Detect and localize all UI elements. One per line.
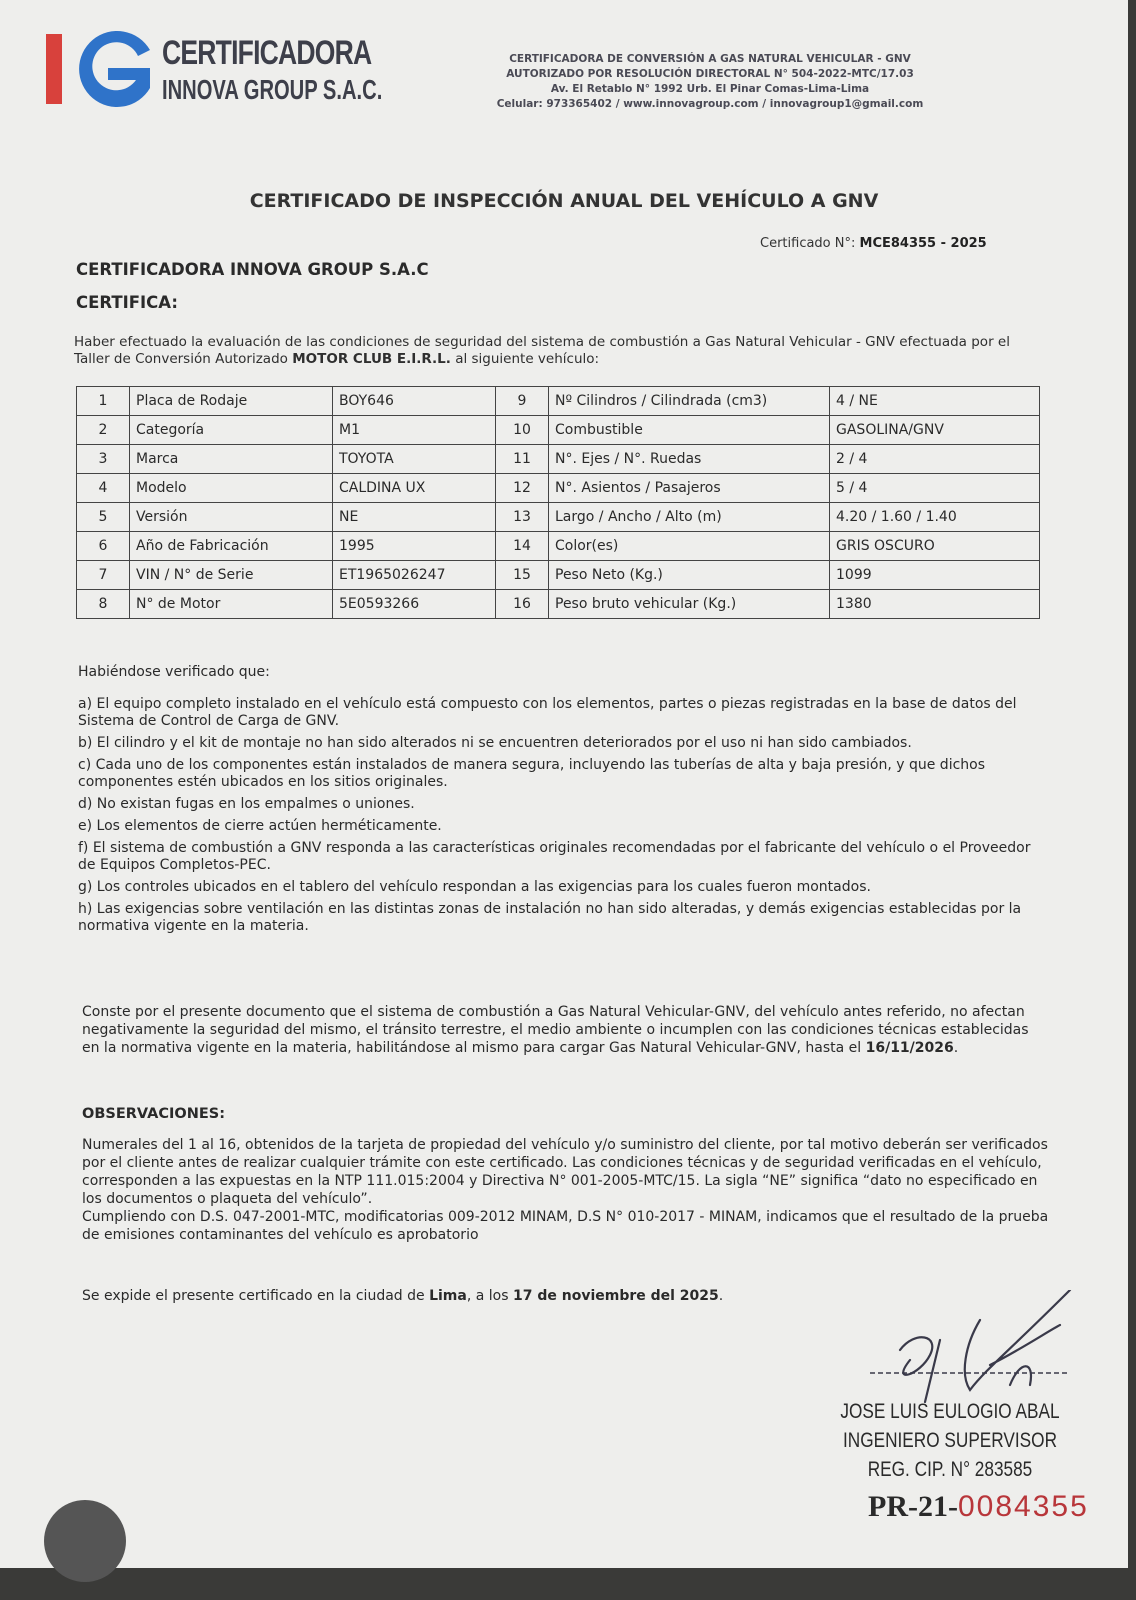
field-label: Nº Cilindros / Cilindrada (cm3)	[549, 387, 830, 416]
field-label: Combustible	[549, 416, 830, 445]
field-label: Peso Neto (Kg.)	[549, 561, 830, 590]
row-number: 1	[77, 387, 130, 416]
document-title: CERTIFICADO DE INSPECCIÓN ANUAL DEL VEHÍCULO A GNV	[249, 190, 879, 212]
list-item: c) Cada uno de los componentes están instalados de manera segura, incluyendo las tuberías de alta y baja presión, y que dichos componentes estén ubicados en los sitios originales.	[78, 757, 986, 790]
field-value: 5E0593266	[333, 590, 496, 619]
list-item: e) Los elementos de cierre actúen herméticamente.	[78, 818, 442, 834]
row-number: 12	[496, 474, 549, 503]
table-row	[77, 590, 1040, 619]
field-value: ET1965026247	[333, 561, 496, 590]
list-item: h) Las exigencias sobre ventilación en las distintas zonas de instalación no han sido alteradas, y demás exigencias establecidas por la normativa vigente en la materia.	[78, 901, 1022, 934]
field-value: BOY646	[333, 387, 496, 416]
field-label: Color(es)	[549, 532, 830, 561]
field-value: 4 / NE	[830, 387, 1040, 416]
vehicle-table	[76, 386, 1040, 619]
row-number: 10	[496, 416, 549, 445]
field-value: CALDINA UX	[333, 474, 496, 503]
conste-end: .	[953, 1040, 959, 1056]
serial-number	[868, 1490, 1089, 1524]
field-value: 2 / 4	[830, 445, 1040, 474]
issued-date: 17 de noviembre del 2025	[512, 1288, 719, 1304]
intro-text: Haber efectuado la evaluación de las condiciones de seguridad del sistema de combustión a Gas Natural Vehicular - GNV efectuada por el Taller de Conversión Autorizado	[74, 334, 1010, 367]
field-label: Versión	[130, 503, 333, 532]
field-label: N°. Ejes / N°. Ruedas	[549, 445, 830, 474]
field-label: VIN / N° de Serie	[130, 561, 333, 590]
field-value: 1380	[830, 590, 1040, 619]
row-number: 2	[77, 416, 130, 445]
table-row	[77, 532, 1040, 561]
header-info-line: Celular: 973365402 / www.innovagroup.com / innovagroup1@gmail.com	[496, 98, 924, 110]
signer-block	[800, 1397, 1100, 1484]
signer-registration: REG. CIP. N° 283585	[867, 1458, 1033, 1481]
issued-prefix: Se expide el presente certificado en la ciudad de	[82, 1288, 425, 1304]
table-row	[77, 387, 1040, 416]
row-number: 13	[496, 503, 549, 532]
row-number: 3	[77, 445, 130, 474]
field-label: N°. Asientos / Pasajeros	[549, 474, 830, 503]
ig-logo-icon	[44, 30, 156, 110]
table-row	[77, 445, 1040, 474]
row-number: 6	[77, 532, 130, 561]
serial-prefix: PR-21-	[868, 1490, 958, 1523]
field-value: 1995	[333, 532, 496, 561]
certificate-number-label: Certificado N°:	[760, 236, 856, 251]
field-value: 1099	[830, 561, 1040, 590]
workshop-name: MOTOR CLUB E.I.R.L.	[292, 351, 451, 367]
conste-text: Conste por el presente documento que el sistema de combustión a Gas Natural Vehicular-GNV, del vehículo antes referido, no afectan negativamente la seguridad del mismo, el tránsito terrestre, el medio ambiente o incumplen con las condiciones técnicas establecidas en la normativa vigente en la materia, habilitándose al mismo para cargar Gas Natural Vehicular-GNV, hasta el	[82, 1004, 1029, 1056]
header-info-line: Av. El Retablo N° 1992 Urb. El Pinar Comas-Lima-Lima	[550, 83, 870, 95]
certificate-number	[760, 236, 987, 251]
issued-city: Lima	[429, 1288, 467, 1304]
row-number: 15	[496, 561, 549, 590]
header-info-line: AUTORIZADO POR RESOLUCIÓN DIRECTORAL N° 504-2022-MTC/17.03	[506, 68, 914, 80]
observations-heading: OBSERVACIONES:	[82, 1106, 225, 1122]
field-value: GRIS OSCURO	[830, 532, 1040, 561]
table-row	[77, 561, 1040, 590]
signer-name: JOSE LUIS EULOGIO ABAL	[840, 1400, 1060, 1423]
list-item: d) No existan fugas en los empalmes o uniones.	[78, 796, 415, 812]
issued-statement	[82, 1288, 723, 1304]
field-value: TOYOTA	[333, 445, 496, 474]
issued-end: .	[718, 1288, 724, 1304]
field-label: Peso bruto vehicular (Kg.)	[549, 590, 830, 619]
table-row	[77, 474, 1040, 503]
list-item: b) El cilindro y el kit de montaje no han sido alterados ni se encuentren deteriorados por el uso ni han sido cambiados.	[78, 735, 912, 751]
field-label: N° de Motor	[130, 590, 333, 619]
observations	[82, 1136, 1052, 1244]
field-label: Año de Fabricación	[130, 532, 333, 561]
row-number: 7	[77, 561, 130, 590]
table-row	[77, 416, 1040, 445]
row-number: 11	[496, 445, 549, 474]
certifica-heading: CERTIFICA:	[76, 293, 178, 312]
field-label: Modelo	[130, 474, 333, 503]
header-info-line: CERTIFICADORA DE CONVERSIÓN A GAS NATURAL VEHICULAR - GNV	[509, 53, 911, 65]
row-number: 14	[496, 532, 549, 561]
logo-name-line1: CERTIFICADORA	[162, 34, 372, 72]
list-item: a) El equipo completo instalado en el vehículo está compuesto con los elementos, partes o piezas registradas en la base de datos del Sistema de Control de Carga de GNV.	[78, 696, 1017, 729]
conste-paragraph	[82, 1003, 1042, 1057]
intro-paragraph	[74, 334, 1034, 368]
signer-role: INGENIERO SUPERVISOR	[842, 1429, 1058, 1452]
intro-suffix: al siguiente vehículo:	[455, 351, 600, 367]
row-number: 16	[496, 590, 549, 619]
observation-text: Cumpliendo con D.S. 047-2001-MTC, modificatorias 009-2012 MINAM, D.S N° 010-2017 - MINAM, indicamos que el resultado de la prueba de emisiones contaminantes del vehículo es aprobatorio	[82, 1209, 1049, 1243]
serial-number-value: 0084355	[957, 1490, 1089, 1523]
field-value: GASOLINA/GNV	[830, 416, 1040, 445]
list-item: g) Los controles ubicados en el tablero del vehículo respondan a las exigencias para los cuales fueron montados.	[78, 879, 871, 895]
logo-name-line2: INNOVA GROUP S.A.C.	[162, 74, 383, 105]
observation-text: Numerales del 1 al 16, obtenidos de la tarjeta de propiedad del vehículo y/o suministro del cliente, por tal motivo deberán ser verificados por el cliente antes de realizar cualquier trámite con este certificado. Las condiciones técnicas y de seguridad verificadas en el vehículo, corresponden a las expuestas en la NTP 111.015:2004 y Directiva N° 001-2005-MTC/15. La sigla “NE” significa “dato no especificado en los documentos o plaqueta del vehículo”.	[82, 1137, 1048, 1207]
signature-icon	[870, 1290, 1090, 1410]
row-number: 4	[77, 474, 130, 503]
valid-until-date: 16/11/2026	[865, 1040, 954, 1056]
field-label: Placa de Rodaje	[130, 387, 333, 416]
list-item: f) El sistema de combustión a GNV responda a las características originales recomendadas por el fabricante del vehículo o el Proveedor de Equipos Completos-PEC.	[78, 840, 1031, 873]
punch-hole	[44, 1500, 126, 1582]
row-number: 9	[496, 387, 549, 416]
field-value: 5 / 4	[830, 474, 1040, 503]
company-logo	[44, 30, 383, 110]
verified-list	[78, 696, 1038, 940]
certificate-number-value: MCE84355 - 2025	[859, 236, 987, 251]
company-name: CERTIFICADORA INNOVA GROUP S.A.C	[76, 260, 429, 279]
field-value: 4.20 / 1.60 / 1.40	[830, 503, 1040, 532]
field-value: M1	[333, 416, 496, 445]
field-label: Largo / Ancho / Alto (m)	[549, 503, 830, 532]
verified-heading: Habiéndose verificado que:	[78, 664, 270, 680]
row-number: 8	[77, 590, 130, 619]
field-label: Categoría	[130, 416, 333, 445]
row-number: 5	[77, 503, 130, 532]
field-value: NE	[333, 503, 496, 532]
field-label: Marca	[130, 445, 333, 474]
header-info	[440, 52, 980, 112]
issued-middle: , a los	[466, 1288, 509, 1304]
table-row	[77, 503, 1040, 532]
